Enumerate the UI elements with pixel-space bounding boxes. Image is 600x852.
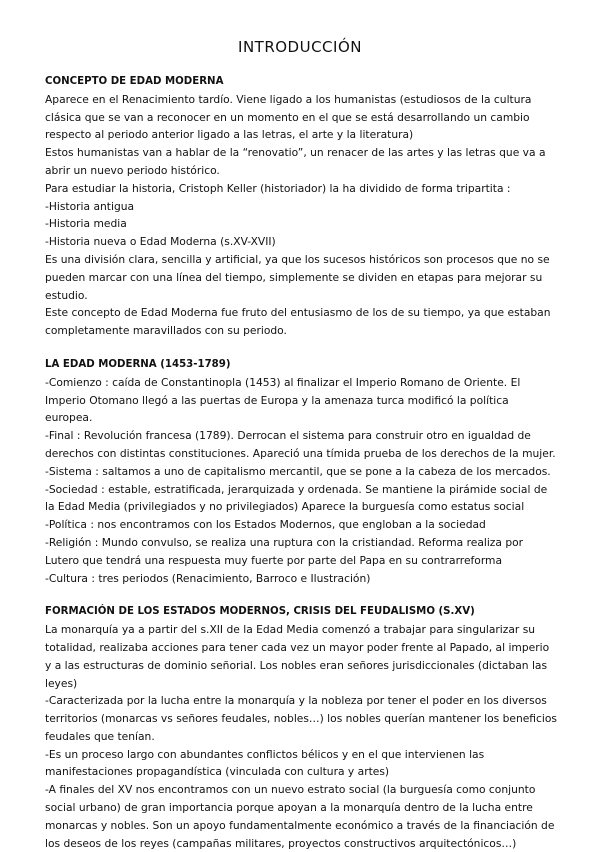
list-item: -Es un proceso largo con abundantes conflictos bélicos y en el que intervienen las — [45, 747, 485, 761]
paragraph-line: completamente maravillados con su periodo. — [45, 324, 287, 338]
paragraph-line: Imperio Otomano llegó a las puertas de Europa y la amenaza turca modificó la política — [45, 393, 509, 407]
paragraph-line: manifestaciones propagandística (vinculada con cultura y artes) — [45, 765, 390, 779]
paragraph-line: europea. — [45, 411, 93, 425]
paragraph-line: monarcas y nobles. Son un apoyo fundamentalmente económico a través de la financiación de — [45, 818, 555, 832]
list-item: -Religión : Mundo convulso, se realiza una ruptura con la cristiandad. Reforma realiza por — [45, 535, 524, 549]
paragraph-line: Para estudiar la historia, Cristoph Keller (historiador) la ha dividido de forma tripartita : — [45, 181, 511, 195]
list-item: -Final : Revolución francesa (1789). Derrocan el sistema para construir otro en igualdad de — [45, 429, 531, 443]
list-item: -Historia antigua — [45, 199, 135, 213]
list-item: -Política : nos encontramos con los Estados Modernos, que engloban a la sociedad — [45, 518, 486, 532]
paragraph-line: Lutero que tendrá una respuesta muy fuerte por parte del Papa en su contrarreforma — [45, 553, 502, 567]
paragraph-line: clásica que se van a reconocer en un momento en el que se está desarrollando un cambio — [45, 110, 530, 124]
paragraph-line: estudio. — [45, 288, 88, 302]
document-body — [45, 73, 565, 852]
list-item: -Sociedad : estable, estratificada, jerarquizada y ordenada. Se mantiene la pirámide social de — [45, 482, 548, 496]
paragraph-line: la Edad Media (privilegiados y no privilegiados) Aparece la burguesía como estatus social — [45, 500, 525, 514]
list-item: -A finales del XV nos encontramos con un nuevo estrato social (la burguesía como conjunto — [45, 783, 536, 797]
paragraph-line: leyes) — [45, 676, 78, 690]
paragraph-line: abrir un nuevo periodo histórico. — [45, 163, 220, 177]
paragraph-line: social urbano) de gran importancia porque apoyan a la monarquía dentro de la lucha entre — [45, 801, 533, 815]
paragraph-line: Es una división clara, sencilla y artificial, ya que los sucesos históricos son procesos que no se — [45, 252, 550, 266]
paragraph-line: feudales que tenían. — [45, 729, 155, 743]
paragraph-line: y a las estructuras de dominio señorial. Los nobles eran señores jurisdiccionales (dictaban las — [45, 658, 548, 672]
list-item: -Cultura : tres periodos (Renacimiento, Barroco e Ilustración) — [45, 571, 371, 585]
paragraph-line: pueden marcar con una línea del tiempo, simplemente se dividen en etapas para mejorar su — [45, 270, 543, 284]
section-heading: CONCEPTO DE EDAD MODERNA — [45, 76, 224, 87]
paragraph-line: Estos humanistas van a hablar de la “renovatio”, un renacer de las artes y las letras que va a — [45, 146, 546, 160]
paragraph-line: La monarquía ya a partir del s.XII de la Edad Media comenzó a trabajar para singularizar su — [45, 623, 536, 637]
paragraph-line: Aparece en el Renacimiento tardío. Viene ligado a los humanistas (estudiosos de la cultura — [45, 92, 532, 106]
paragraph-line: territorios (monarcas vs señores feudales, nobles…) los nobles querían mantener los beneficios — [45, 712, 557, 726]
list-item: -Sistema : saltamos a uno de capitalismo mercantil, que se pone a la cabeza de los mercados. — [45, 464, 551, 478]
paragraph-line: Este concepto de Edad Moderna fue fruto del entusiasmo de los de su tiempo, ya que estaban — [45, 306, 551, 320]
section-heading: LA EDAD MODERNA (1453-1789) — [45, 358, 231, 370]
page-title: INTRODUCCIÓN — [238, 38, 362, 56]
list-item: -Caracterizada por la lucha entre la monarquía y la nobleza por tener el poder en los diversos — [45, 694, 547, 708]
paragraph-line: derechos con distintas constituciones. Apareció una tímida prueba de los derechos de la mujer. — [45, 446, 556, 460]
section-concepto — [45, 73, 565, 340]
paragraph-line: totalidad, realizaba acciones para tener cada vez un mayor poder frente al Papado, al imperio — [45, 640, 550, 654]
list-item: -Comienzo : caída de Constantinopla (1453) al finalizar el Imperio Romano de Oriente. El — [45, 375, 521, 389]
paragraph-line: respecto al periodo anterior ligado a las letras, el arte y la literatura) — [45, 128, 414, 142]
section-estados-modernos — [45, 603, 565, 852]
list-item: -Historia media — [45, 217, 127, 231]
list-item: -Historia nueva o Edad Moderna (s.XV-XVII) — [45, 235, 276, 249]
section-heading: FORMACIÓN DE LOS ESTADOS MODERNOS, CRISIS DEL FEUDALISMO (S.XV) — [45, 606, 475, 618]
paragraph-line: los deseos de los reyes (campañas militares, proyectos constructivos arquitectónicos…) — [45, 836, 517, 850]
section-edad-moderna — [45, 356, 565, 587]
